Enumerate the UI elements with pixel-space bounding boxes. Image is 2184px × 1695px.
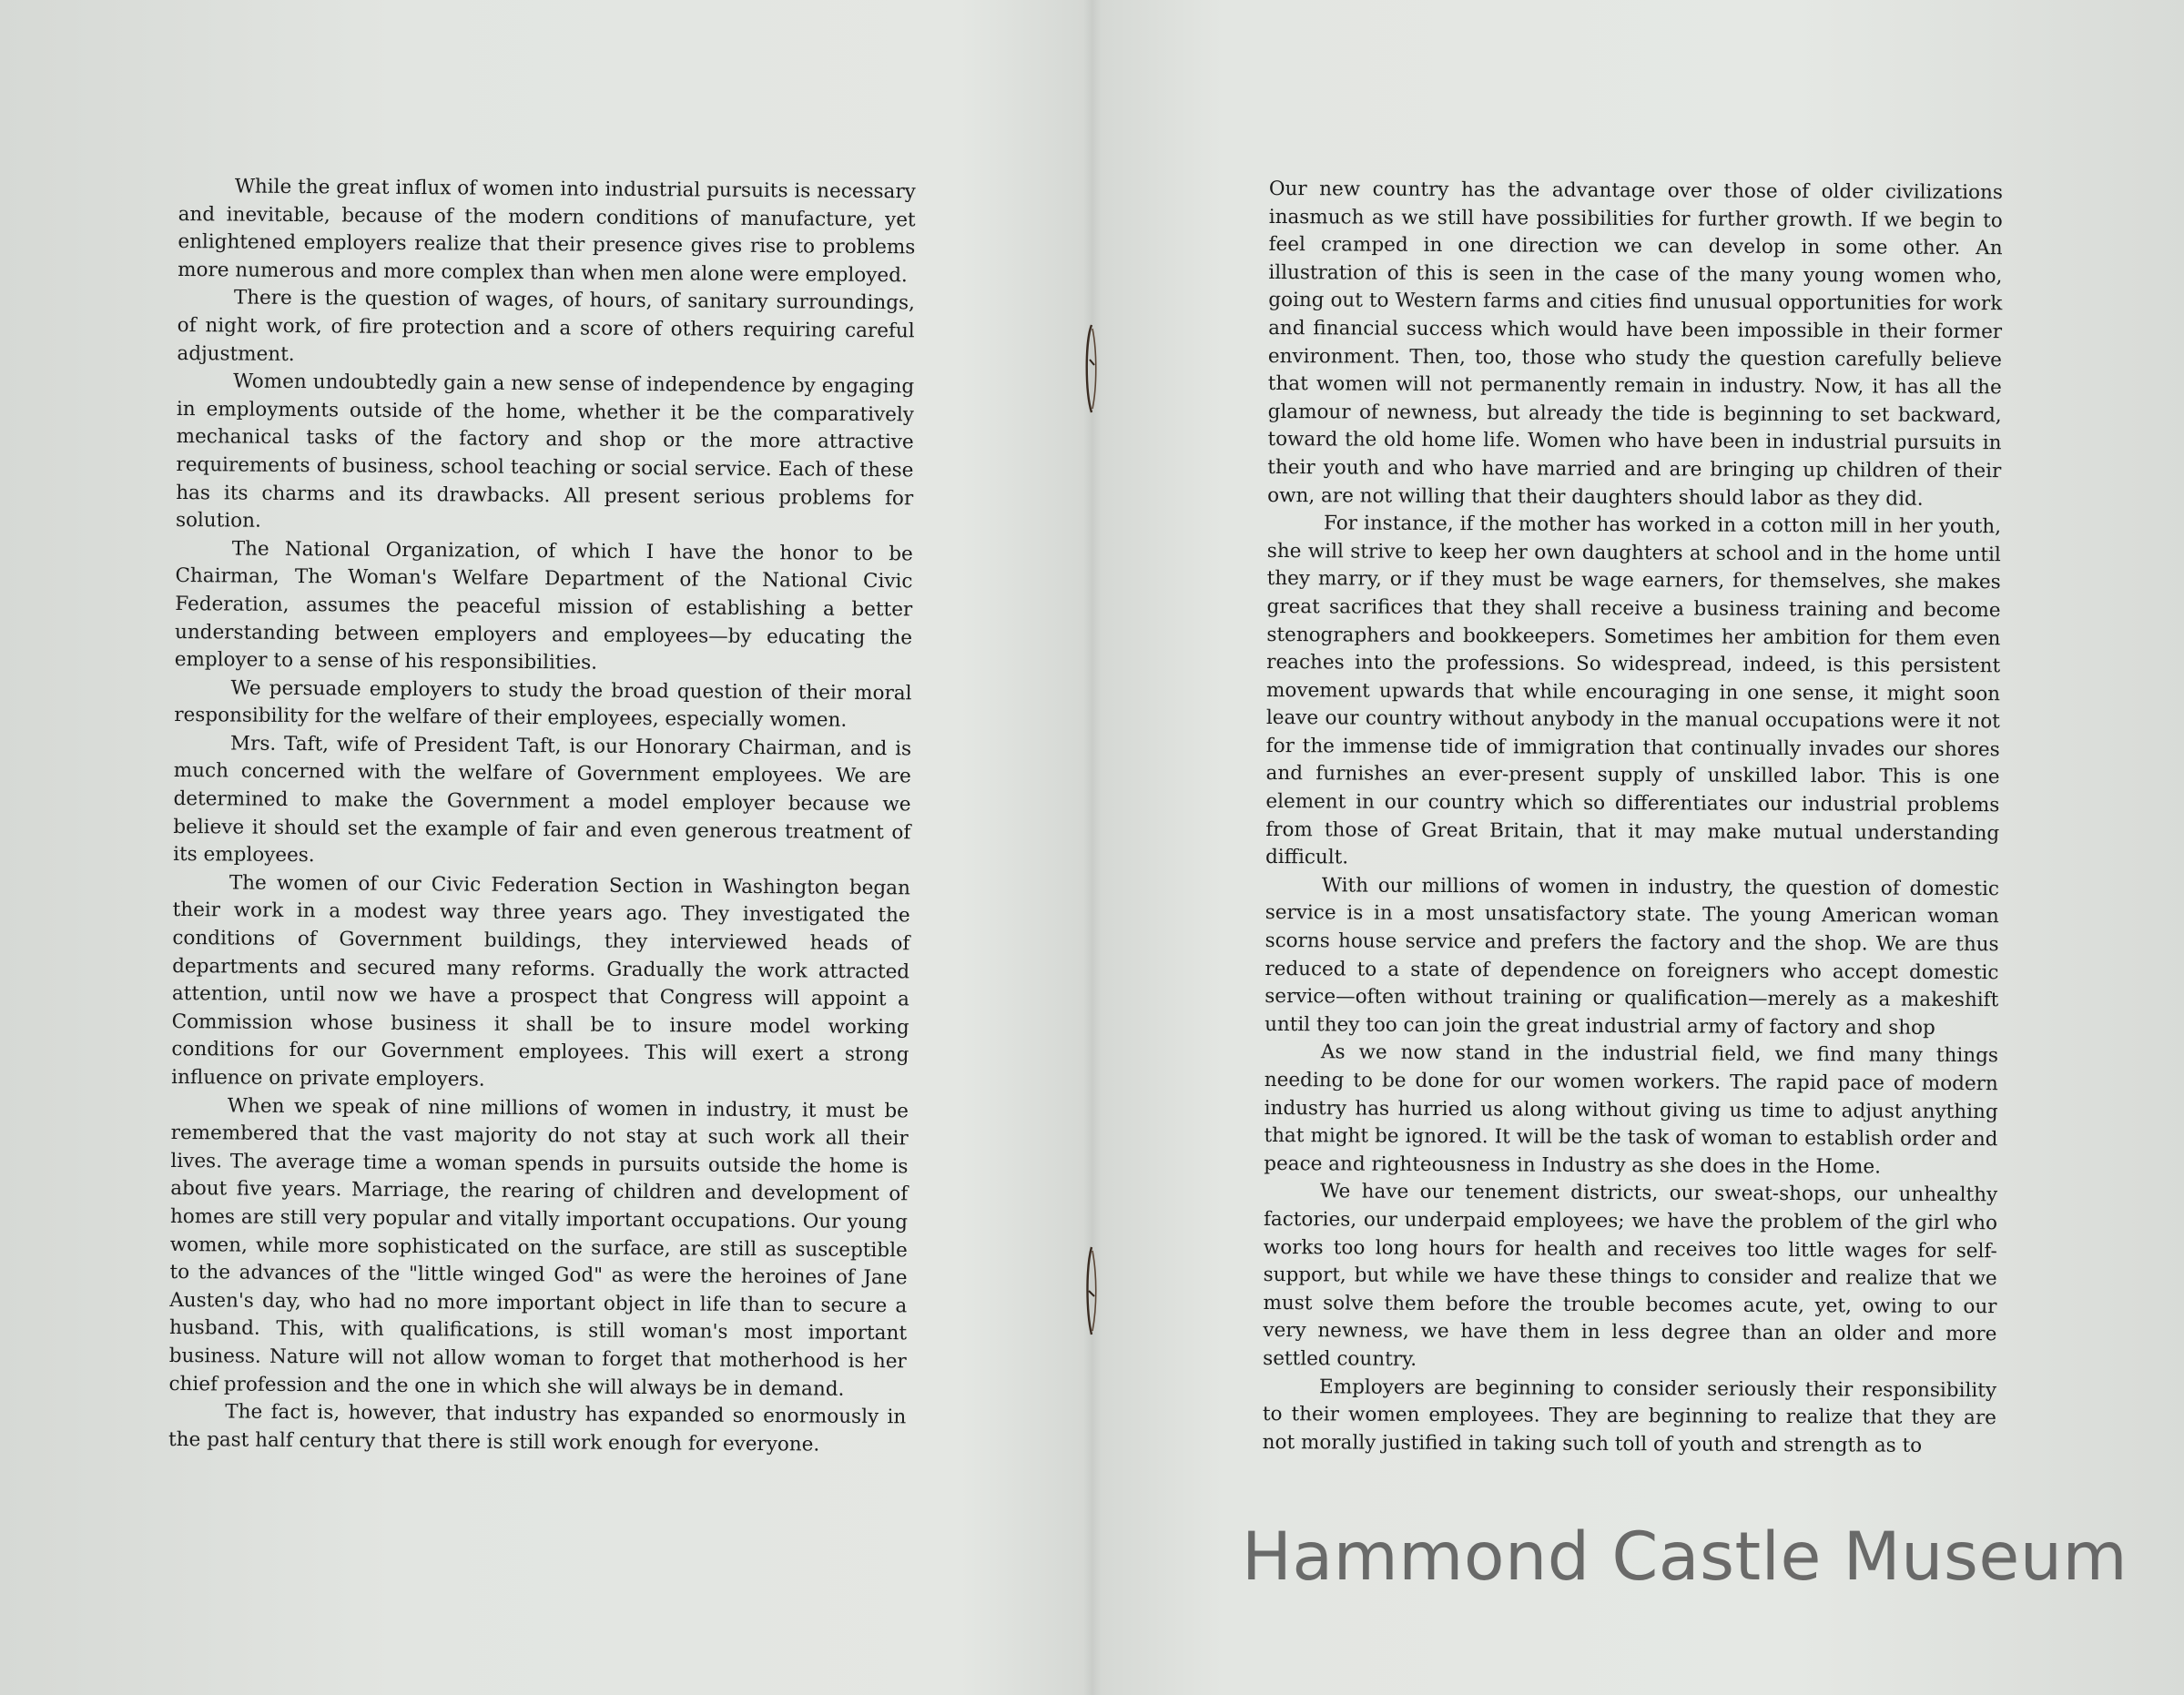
left-page-text bbox=[168, 173, 916, 1460]
right-paragraph-2: For instance, if the mother has worked in a cotton mill in her youth, she will strive to keep her own daughters at school and in the home until they marry, or if they must be wage earners, for themselves, she makes great sacrifices that they shall receive a business training and become stenographers and bookkeepers. Sometimes her ambition for them even reaches into the professions. So widespread, indeed, is this persistent movement upwards that while encouraging in one sense, it might soon leave our country without anybody in the manual occupations were it not for the immense tide of immigration that continually invades our shores and furnishes an ever-present supply of unskilled labor. This is one element in our country which so differentiates our industrial problems from those of Great Britain, that it may make mutual understanding difficult. bbox=[1265, 512, 2002, 869]
left-paragraph-7: The women of our Civic Federation Section in Washington began their work in a modest way three years ago. They investigated the conditions of Government buildings, they interviewed heads of departments and secured many reforms. Gradually the work attracted attention, until now we have a prospect that Congress will appoint a Commission whose business it shall be to insure model working conditions for our Government employees. This will exert a strong influence on private employers. bbox=[171, 871, 910, 1091]
right-paragraph-5: We have our tenement districts, our sweat-shops, our unhealthy factories, our underpaid employees; we have the problem of the girl who works too long hours for health and receives too little wages for self-support, but while we have these things to consider and realize that we must solve them before the trouble becomes acute, yet, owing to our very newness, we have them in less degree than an older and more settled country. bbox=[1263, 1180, 1998, 1371]
left-paragraph-2: There is the question of wages, of hours, of sanitary surroundings, of night work, of fire protection and a score of others requiring careful adjustment. bbox=[177, 286, 915, 366]
left-page bbox=[0, 0, 1088, 1695]
left-paragraph-3: Women undoubtedly gain a new sense of independence by engaging in employments outside of the home, whether it be the comparatively mechanical tasks of the factory and shop or the more attractive requirements of business, school teaching or social service. Each of these has its charms and its drawbacks. All present serious problems for solution. bbox=[175, 370, 915, 533]
left-paragraph-1: While the great influx of women into industrial pursuits is necessary and inevitable, because of the modern conditions of manufacture, yet enlightened employers realize that their presence gives rise to problems more numerous and more complex than when men alone were employed. bbox=[178, 175, 916, 288]
left-paragraph-5: We persuade employers to study the broad question of their moral responsibility for the welfare of their employees, especially women. bbox=[174, 676, 912, 733]
staple-top-icon bbox=[1083, 323, 1100, 414]
left-paragraph-8: When we speak of nine millions of women in industry, it must be remembered that the vast majority do not stay at such work all their lives. The average time a woman spends in pursuits outside the home is about five years. Marriage, the rearing of children and development of homes are still very popular and vitally important occupations. Our young women, while more sophisticated on the surface, are still as susceptible to the advances of the "little winged God" as were the heroines of Jane Austen's day, who had no more important object in life than to secure a husband. This, with qualifications, is still woman's most important business. Nature will not allow woman to forget that motherhood is her chief profession and the one in which she will always be in demand. bbox=[168, 1094, 909, 1401]
staple-bottom-icon bbox=[1083, 1245, 1100, 1336]
right-paragraph-3: With our millions of women in industry, the question of domestic service is in a most unsatisfactory state. The young American woman scorns house service and prefers the factory and the shop. We are thus reduced to a state of dependence on foreigners who accept domestic service—often without training or qualification—merely as a makeshift until they too can join the great industrial army of factory and shop bbox=[1265, 874, 1999, 1040]
left-paragraph-9: The fact is, however, that industry has expanded so enormously in the past half century that there is still work enough for everyone. bbox=[168, 1400, 907, 1456]
right-page-text bbox=[1263, 176, 2003, 1461]
right-paragraph-1: Our new country has the advantage over those of older civilizations inasmuch as we still have possibilities for further growth. If we begin to feel cramped in one direction we can develop in some other. An illustration of this is seen in the case of the many young women who, going out to Western farms and cities find unusual opportunities for work and financial success which would have been impossible in their former environment. Then, too, those who study the question carefully believe that women will not permanently remain in industry. Now, it has all the glamour of newness, but already the tide is beginning to set backward, toward the old home life. Women who have been in industrial pursuits in their youth and who have married and are bringing up children of their own, are not willing that their daughters should labor as they did. bbox=[1267, 177, 2003, 511]
right-paragraph-6: Employers are beginning to consider seriously their responsibility to their women employees. They are beginning to realize that they are not morally justified in taking such toll of youth and strength as to bbox=[1262, 1375, 1997, 1457]
right-page bbox=[1097, 0, 2184, 1695]
left-paragraph-6: Mrs. Taft, wife of President Taft, is our Honorary Chairman, and is much concerned with the welfare of Government employees. We are determined to make the Government a model employer because we believe it should set the example of fair and even generous treatment of its employees. bbox=[173, 732, 912, 868]
right-paragraph-4: As we now stand in the industrial field, we find many things needing to be done for our women workers. The rapid pace of modern industry has hurried us along without giving us time to adjust anything that might be ignored. It will be the task of woman to establish order and peace and righteousness in Industry as she does in the Home. bbox=[1264, 1040, 1999, 1179]
watermark-text: Hammond Castle Museum bbox=[1242, 1518, 2128, 1596]
left-paragraph-4: The National Organization, of which I have the honor to be Chairman, The Woman's Welfare Department of the National Civic Federation, assumes the peaceful mission of establishing a better understanding between employers and employees—by educating the employer to a sense of his responsibilities. bbox=[174, 537, 913, 675]
